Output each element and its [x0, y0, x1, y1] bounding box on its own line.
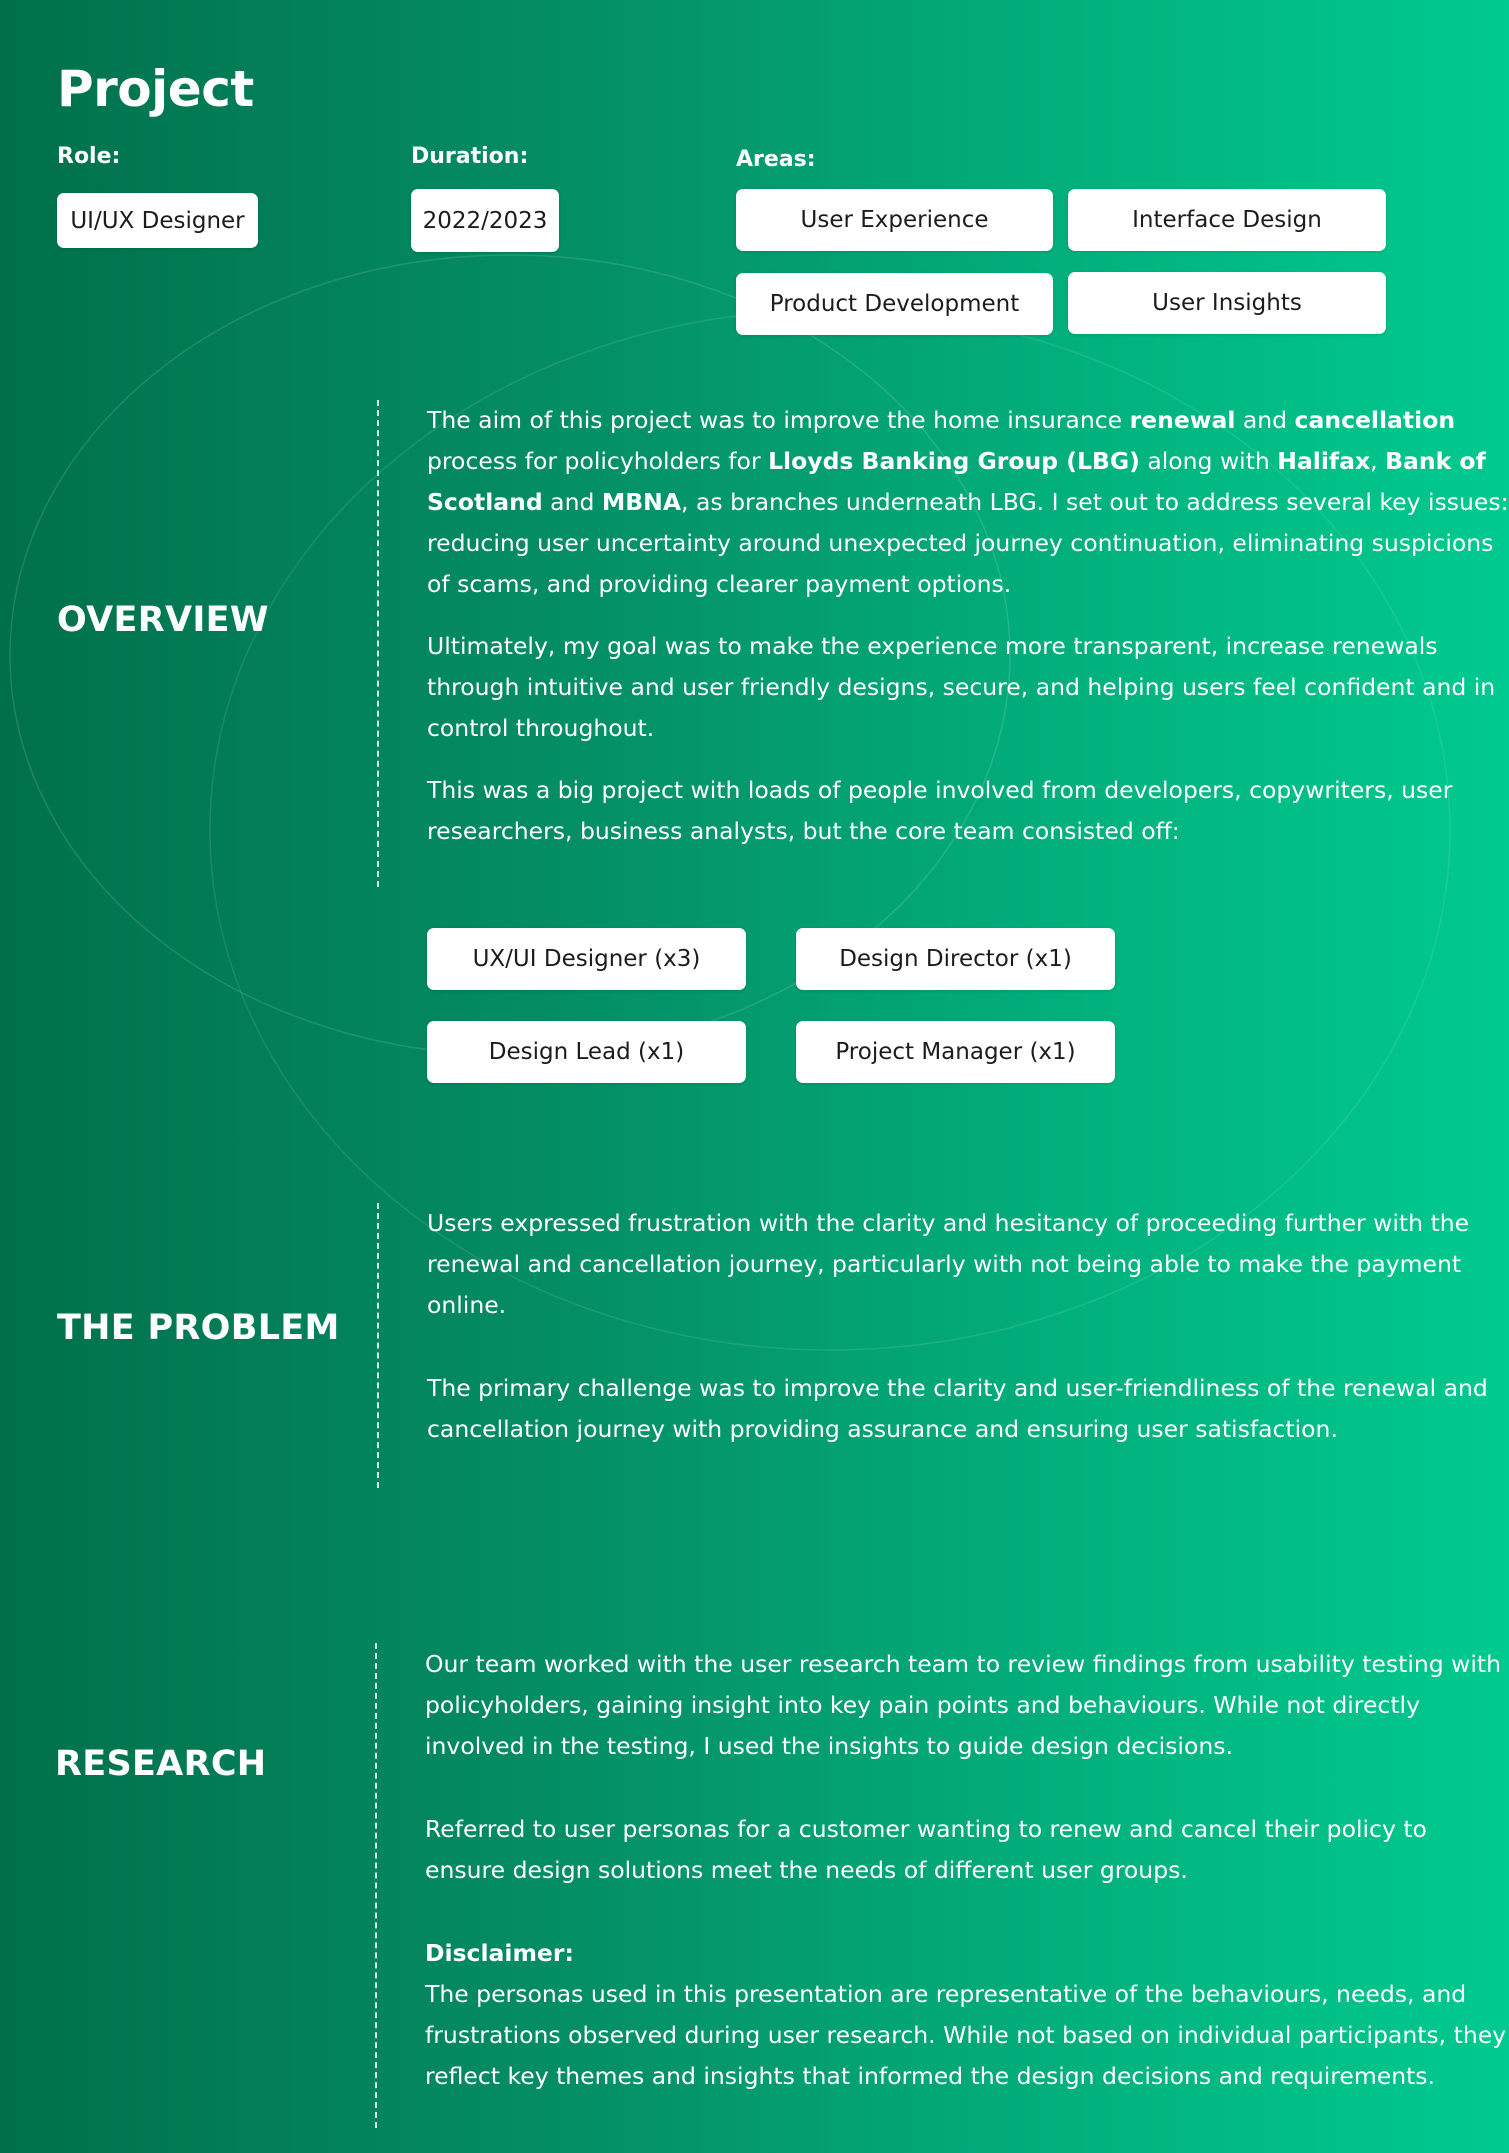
- disclaimer-text: The personas used in this presentation are representative of the behaviours, needs, and frustrations observed during user research. While not based on individual participants, they reflect key themes and insights that informed the design decisions and requirements.: [425, 1980, 1507, 2090]
- problem-paragraph-1: Users expressed frustration with the clarity and hesitancy of proceeding further with the renewal and cancellation journey, particularly with not being able to make the payment online.: [427, 1209, 1470, 1319]
- area-chip-product-development: Product Development: [736, 273, 1053, 335]
- duration-chip: 2022/2023: [411, 189, 559, 252]
- areas-label: Areas:: [736, 147, 816, 172]
- research-heading: RESEARCH: [55, 1744, 267, 1784]
- overview-paragraph-2: Ultimately, my goal was to make the experience more transparent, increase renewals through intuitive and user friendly designs, secure, and helping users feel confident and in control throughout.: [427, 632, 1496, 742]
- area-chip-interface-design: Interface Design: [1068, 189, 1386, 251]
- problem-text: [427, 1203, 1509, 1450]
- research-divider: [375, 1643, 377, 2128]
- research-text: [425, 1644, 1507, 2097]
- overview-text: [427, 400, 1509, 852]
- overview-divider: [377, 400, 379, 887]
- team-chip-project-manager: Project Manager (x1): [796, 1021, 1115, 1083]
- problem-heading: THE PROBLEM: [57, 1308, 340, 1348]
- role-label: Role:: [57, 144, 121, 169]
- team-chip-design-director: Design Director (x1): [796, 928, 1115, 990]
- area-chip-user-insights: User Insights: [1068, 272, 1386, 334]
- duration-label: Duration:: [411, 144, 529, 169]
- team-chip-uxui-designer: UX/UI Designer (x3): [427, 928, 746, 990]
- disclaimer-label: Disclaimer:: [425, 1939, 574, 1967]
- overview-heading: OVERVIEW: [57, 600, 269, 640]
- team-chip-design-lead: Design Lead (x1): [427, 1021, 746, 1083]
- role-chip: UI/UX Designer: [57, 193, 258, 248]
- overview-paragraph-1: The aim of this project was to improve the home insurance renewal and cancellation process for policyholders for Lloyds Banking Group (LBG) along with Halifax, Bank of Scotland and MBNA, as branches underneath LBG. I set out to address several key issues: reducing user uncertainty around unexpected journey continuation, eliminating suspicions of scams, and providing clearer payment options.: [427, 406, 1509, 598]
- overview-paragraph-3: This was a big project with loads of people involved from developers, copywriters, user researchers, business analysts, but the core team consisted off:: [427, 776, 1453, 845]
- research-paragraph-2: Referred to user personas for a customer wanting to renew and cancel their policy to ensure design solutions meet the needs of different user groups.: [425, 1815, 1427, 1884]
- area-chip-user-experience: User Experience: [736, 189, 1053, 251]
- problem-paragraph-2: The primary challenge was to improve the clarity and user-friendliness of the renewal and cancellation journey with providing assurance and ensuring user satisfaction.: [427, 1374, 1488, 1443]
- problem-divider: [377, 1203, 379, 1488]
- research-paragraph-1: Our team worked with the user research team to review findings from usability testing with policyholders, gaining insight into key pain points and behaviours. While not directly involved in the testing, I used the insights to guide design decisions.: [425, 1650, 1501, 1760]
- page-title: Project: [57, 60, 254, 118]
